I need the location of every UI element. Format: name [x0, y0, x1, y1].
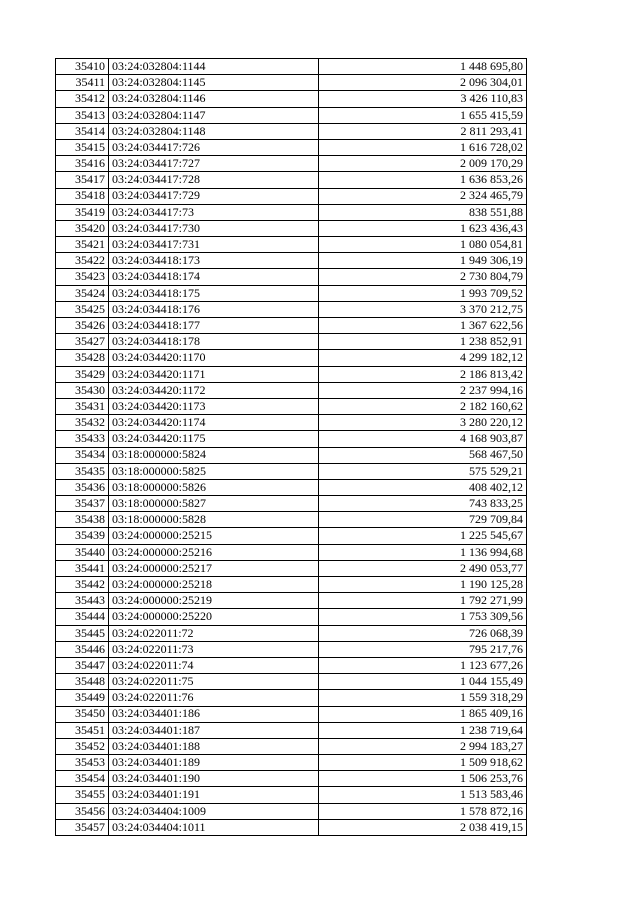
cadastral-value-cell: 1 949 306,19	[319, 253, 527, 269]
cadastral-value-cell: 1 448 695,80	[319, 59, 527, 75]
row-number-cell: 35421	[56, 237, 109, 253]
row-number-cell: 35457	[56, 819, 109, 835]
cadastral-number-cell: 03:24:034418:174	[109, 269, 319, 285]
cadastral-value-cell: 1 623 436,43	[319, 220, 527, 236]
cadastral-value-cell: 1 655 415,59	[319, 107, 527, 123]
table-row	[56, 819, 527, 835]
table-row	[56, 139, 527, 155]
cadastral-value-cell: 1 367 622,56	[319, 318, 527, 334]
cadastral-number-cell: 03:18:000000:5825	[109, 463, 319, 479]
cadastral-value-cell: 838 551,88	[319, 204, 527, 220]
cadastral-value-cell: 2 038 419,15	[319, 819, 527, 835]
row-number-cell: 35420	[56, 220, 109, 236]
cadastral-number-cell: 03:24:034420:1171	[109, 366, 319, 382]
row-number-cell: 35449	[56, 690, 109, 706]
row-number-cell: 35429	[56, 366, 109, 382]
cadastral-number-cell: 03:24:034417:731	[109, 237, 319, 253]
cadastral-number-cell: 03:24:032804:1148	[109, 123, 319, 139]
cadastral-number-cell: 03:24:000000:25216	[109, 544, 319, 560]
cadastral-value-cell: 3 426 110,83	[319, 91, 527, 107]
table-row	[56, 91, 527, 107]
cadastral-number-cell: 03:24:034417:726	[109, 139, 319, 155]
cadastral-value-cell: 1 506 253,76	[319, 771, 527, 787]
cadastral-number-cell: 03:24:022011:72	[109, 625, 319, 641]
cadastral-number-cell: 03:24:034404:1009	[109, 803, 319, 819]
cadastral-number-cell: 03:24:000000:25218	[109, 577, 319, 593]
table-row	[56, 609, 527, 625]
cadastral-number-cell: 03:24:034417:728	[109, 172, 319, 188]
cadastral-number-cell: 03:24:022011:74	[109, 657, 319, 673]
table-row	[56, 512, 527, 528]
cadastral-value-cell: 4 299 182,12	[319, 350, 527, 366]
cadastral-number-cell: 03:24:034401:189	[109, 755, 319, 771]
table-row	[56, 641, 527, 657]
row-number-cell: 35425	[56, 301, 109, 317]
table-row	[56, 398, 527, 414]
cadastral-value-cell: 2 186 813,42	[319, 366, 527, 382]
row-number-cell: 35412	[56, 91, 109, 107]
table-row	[56, 787, 527, 803]
table-row	[56, 674, 527, 690]
row-number-cell: 35442	[56, 577, 109, 593]
cadastral-value-cell: 1 578 872,16	[319, 803, 527, 819]
table-row	[56, 593, 527, 609]
cadastral-value-cell: 743 833,25	[319, 496, 527, 512]
cadastral-value-cell: 1 865 409,16	[319, 706, 527, 722]
row-number-cell: 35411	[56, 75, 109, 91]
cadastral-number-cell: 03:24:034404:1011	[109, 819, 319, 835]
cadastral-value-cell: 3 370 212,75	[319, 301, 527, 317]
row-number-cell: 35427	[56, 334, 109, 350]
cadastral-value-cell: 1 225 545,67	[319, 528, 527, 544]
table-row	[56, 204, 527, 220]
cadastral-number-cell: 03:24:034418:173	[109, 253, 319, 269]
table-row	[56, 172, 527, 188]
row-number-cell: 35426	[56, 318, 109, 334]
table-row	[56, 803, 527, 819]
row-number-cell: 35447	[56, 657, 109, 673]
cadastral-number-cell: 03:24:034401:191	[109, 787, 319, 803]
row-number-cell: 35440	[56, 544, 109, 560]
cadastral-value-cell: 1 080 054,81	[319, 237, 527, 253]
cadastral-number-cell: 03:24:034417:730	[109, 220, 319, 236]
cadastral-value-cell: 1 636 853,26	[319, 172, 527, 188]
cadastral-number-cell: 03:24:034417:729	[109, 188, 319, 204]
row-number-cell: 35438	[56, 512, 109, 528]
row-number-cell: 35441	[56, 560, 109, 576]
table-row	[56, 544, 527, 560]
cadastral-number-cell: 03:24:000000:25220	[109, 609, 319, 625]
row-number-cell: 35433	[56, 431, 109, 447]
cadastral-number-cell: 03:24:034418:177	[109, 318, 319, 334]
cadastral-value-cell: 2 182 160,62	[319, 398, 527, 414]
cadastral-value-cell: 1 044 155,49	[319, 674, 527, 690]
row-number-cell: 35450	[56, 706, 109, 722]
row-number-cell: 35435	[56, 463, 109, 479]
cadastral-number-cell: 03:24:034420:1172	[109, 382, 319, 398]
cadastral-value-cell: 1 238 719,64	[319, 722, 527, 738]
table-row	[56, 560, 527, 576]
cadastral-value-cell: 1 753 309,56	[319, 609, 527, 625]
row-number-cell: 35415	[56, 139, 109, 155]
row-number-cell: 35456	[56, 803, 109, 819]
table-row	[56, 334, 527, 350]
table-row	[56, 123, 527, 139]
table-row	[56, 447, 527, 463]
table-row	[56, 269, 527, 285]
cadastral-value-cell: 1 123 677,26	[319, 657, 527, 673]
table-row	[56, 301, 527, 317]
row-number-cell: 35452	[56, 738, 109, 754]
table-row	[56, 657, 527, 673]
cadastral-number-cell: 03:24:034401:188	[109, 738, 319, 754]
table-row	[56, 188, 527, 204]
cadastral-number-cell: 03:24:034417:73	[109, 204, 319, 220]
row-number-cell: 35428	[56, 350, 109, 366]
table-row	[56, 528, 527, 544]
row-number-cell: 35448	[56, 674, 109, 690]
row-number-cell: 35424	[56, 285, 109, 301]
row-number-cell: 35431	[56, 398, 109, 414]
table-row	[56, 253, 527, 269]
cadastral-value-cell: 1 190 125,28	[319, 577, 527, 593]
table-row	[56, 59, 527, 75]
cadastral-value-cell: 795 217,76	[319, 641, 527, 657]
cadastral-number-cell: 03:24:032804:1146	[109, 91, 319, 107]
cadastral-value-cell: 2 009 170,29	[319, 156, 527, 172]
cadastral-number-cell: 03:24:034401:187	[109, 722, 319, 738]
cadastral-number-cell: 03:24:034420:1174	[109, 415, 319, 431]
table-row	[56, 220, 527, 236]
cadastral-number-cell: 03:24:034401:190	[109, 771, 319, 787]
row-number-cell: 35422	[56, 253, 109, 269]
cadastral-value-cell: 1 509 918,62	[319, 755, 527, 771]
row-number-cell: 35444	[56, 609, 109, 625]
table-row	[56, 496, 527, 512]
cadastral-number-cell: 03:24:034418:178	[109, 334, 319, 350]
table-row	[56, 75, 527, 91]
cadastral-value-cell: 2 237 994,16	[319, 382, 527, 398]
row-number-cell: 35453	[56, 755, 109, 771]
cadastral-number-cell: 03:24:034418:175	[109, 285, 319, 301]
table-row	[56, 318, 527, 334]
row-number-cell: 35419	[56, 204, 109, 220]
cadastral-value-cell: 2 324 465,79	[319, 188, 527, 204]
row-number-cell: 35413	[56, 107, 109, 123]
cadastral-value-cell: 1 616 728,02	[319, 139, 527, 155]
table-row	[56, 156, 527, 172]
row-number-cell: 35439	[56, 528, 109, 544]
row-number-cell: 35410	[56, 59, 109, 75]
table-row	[56, 625, 527, 641]
table-row	[56, 479, 527, 495]
row-number-cell: 35437	[56, 496, 109, 512]
cadastral-value-cell: 2 490 053,77	[319, 560, 527, 576]
cadastral-value-cell: 1 559 318,29	[319, 690, 527, 706]
row-number-cell: 35436	[56, 479, 109, 495]
cadastral-number-cell: 03:18:000000:5826	[109, 479, 319, 495]
cadastral-value-cell: 1 993 709,52	[319, 285, 527, 301]
table-row	[56, 107, 527, 123]
cadastral-value-cell: 2 994 183,27	[319, 738, 527, 754]
cadastral-value-cell: 2 730 804,79	[319, 269, 527, 285]
cadastral-value-cell: 1 238 852,91	[319, 334, 527, 350]
table-row	[56, 431, 527, 447]
cadastral-number-cell: 03:24:034420:1170	[109, 350, 319, 366]
cadastral-number-cell: 03:24:032804:1147	[109, 107, 319, 123]
cadastral-number-cell: 03:24:034420:1173	[109, 398, 319, 414]
row-number-cell: 35451	[56, 722, 109, 738]
row-number-cell: 35432	[56, 415, 109, 431]
row-number-cell: 35434	[56, 447, 109, 463]
cadastral-number-cell: 03:24:032804:1144	[109, 59, 319, 75]
cadastral-value-table	[55, 58, 527, 836]
row-number-cell: 35414	[56, 123, 109, 139]
table-row	[56, 382, 527, 398]
table-row	[56, 755, 527, 771]
table-row	[56, 237, 527, 253]
row-number-cell: 35455	[56, 787, 109, 803]
row-number-cell: 35445	[56, 625, 109, 641]
row-number-cell: 35446	[56, 641, 109, 657]
cadastral-number-cell: 03:24:000000:25215	[109, 528, 319, 544]
cadastral-number-cell: 03:24:034420:1175	[109, 431, 319, 447]
cadastral-value-cell: 1 513 583,46	[319, 787, 527, 803]
table-row	[56, 366, 527, 382]
cadastral-value-cell: 568 467,50	[319, 447, 527, 463]
table-row	[56, 771, 527, 787]
cadastral-number-cell: 03:24:022011:76	[109, 690, 319, 706]
cadastral-value-cell: 1 792 271,99	[319, 593, 527, 609]
cadastral-value-cell: 2 811 293,41	[319, 123, 527, 139]
cadastral-number-cell: 03:24:034418:176	[109, 301, 319, 317]
cadastral-number-cell: 03:24:032804:1145	[109, 75, 319, 91]
cadastral-value-cell: 408 402,12	[319, 479, 527, 495]
table-row	[56, 738, 527, 754]
cadastral-number-cell: 03:24:000000:25217	[109, 560, 319, 576]
cadastral-number-cell: 03:24:022011:73	[109, 641, 319, 657]
cadastral-value-cell: 726 068,39	[319, 625, 527, 641]
row-number-cell: 35418	[56, 188, 109, 204]
cadastral-value-cell: 4 168 903,87	[319, 431, 527, 447]
cadastral-number-cell: 03:18:000000:5824	[109, 447, 319, 463]
table-row	[56, 706, 527, 722]
row-number-cell: 35430	[56, 382, 109, 398]
cadastral-value-cell: 729 709,84	[319, 512, 527, 528]
row-number-cell: 35416	[56, 156, 109, 172]
cadastral-value-cell: 2 096 304,01	[319, 75, 527, 91]
table-row	[56, 463, 527, 479]
row-number-cell: 35417	[56, 172, 109, 188]
cadastral-number-cell: 03:24:034417:727	[109, 156, 319, 172]
row-number-cell: 35443	[56, 593, 109, 609]
table-body	[56, 59, 527, 836]
cadastral-number-cell: 03:24:034401:186	[109, 706, 319, 722]
table-row	[56, 285, 527, 301]
cadastral-number-cell: 03:18:000000:5827	[109, 496, 319, 512]
table-row	[56, 577, 527, 593]
cadastral-number-cell: 03:24:000000:25219	[109, 593, 319, 609]
table-row	[56, 722, 527, 738]
row-number-cell: 35454	[56, 771, 109, 787]
table-row	[56, 690, 527, 706]
row-number-cell: 35423	[56, 269, 109, 285]
table-row	[56, 415, 527, 431]
cadastral-value-cell: 575 529,21	[319, 463, 527, 479]
table-row	[56, 350, 527, 366]
cadastral-number-cell: 03:18:000000:5828	[109, 512, 319, 528]
cadastral-number-cell: 03:24:022011:75	[109, 674, 319, 690]
cadastral-value-cell: 1 136 994,68	[319, 544, 527, 560]
cadastral-value-cell: 3 280 220,12	[319, 415, 527, 431]
